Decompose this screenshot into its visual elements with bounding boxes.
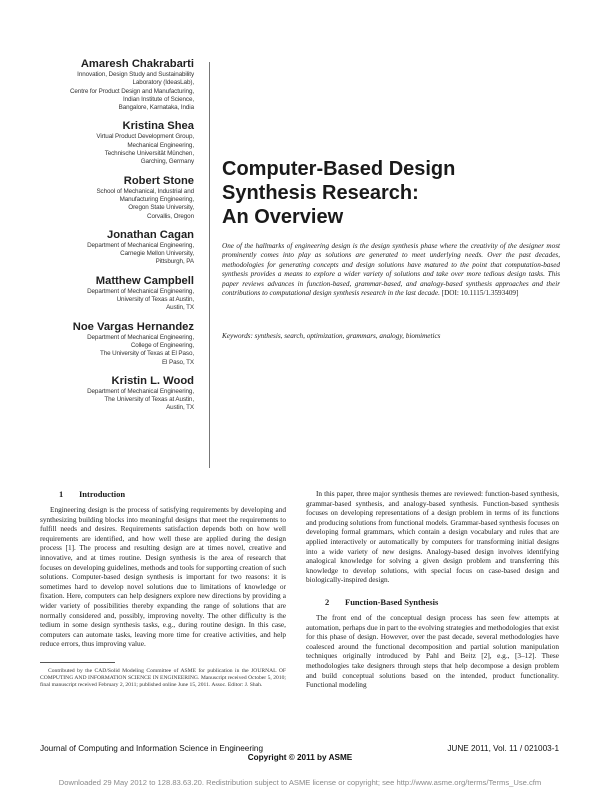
author-affiliation-line: Oregon State University, [128, 204, 194, 212]
author-name: Amaresh Chakrabarti [80, 58, 194, 70]
author-entry [40, 374, 194, 413]
author-affiliation-line: Garching, Germany [140, 158, 194, 166]
author-affiliation-line: Mechanical Engineering, [127, 141, 194, 149]
author-affiliation-line: Centre for Product Design and Manufacturing, [69, 87, 194, 95]
author-name: Kristin L. Wood [111, 374, 194, 387]
author-affiliation-line: Manufacturing Engineering, [119, 195, 194, 203]
author-affiliation-line: Pittsburgh, PA [155, 258, 194, 266]
author-affiliation-line: Corvallis, Oregon [147, 212, 194, 220]
author-affiliation-line: Carnegie Mellon University, [120, 250, 194, 258]
author-name: Jonathan Cagan [106, 228, 194, 241]
author-affiliation-line: Austin, TX [166, 404, 194, 412]
author-name: Matthew Campbell [95, 274, 194, 287]
footnote-rule [40, 662, 115, 663]
author-affiliation-line: Laboratory (IdeasLab), [132, 79, 194, 87]
author-affiliation-line: El Paso, TX [161, 358, 194, 366]
author-affiliation-line: Department of Mechanical Engineering, [87, 287, 194, 295]
body-column-right [306, 489, 559, 690]
doi: [DOI: 10.1115/1.3593409] [441, 289, 519, 298]
author-entry [40, 57, 194, 112]
section-title: Function-Based Synthesis [345, 596, 439, 607]
section-heading [306, 597, 559, 608]
footnote: Contributed by the CAD/Solid Modeling Committee of ASME for publication in the JOURNAL OF COMPUTING AND INFORMATION SCIENCE IN ENGINEERING. Manuscript received October 5, 2010; final manuscript received February 2, 2011; published online June 15, 2011. Assoc. Editor: J. Shah. [40, 668, 286, 689]
author-affiliation-line: Virtual Product Development Group, [96, 133, 194, 141]
column-divider [209, 62, 210, 468]
body-paragraph: Engineering design is the process of satisfying requirements by developing and synthesizing building blocks into meaningful designs that meet the requirements to fulfill needs and desires. Requirements satisfaction depends both on how well requirements are identified, and how well these are applied during the design process [1]. The process and resulting design are at times novel, creative and innovative, and at times routine. Design synthesis is the area of research that focuses on developing guidelines, methods and tools for supporting creation of such solutions. Computer-based design synthesis is important for two reasons: it is sometimes hard to develop novel solutions due to limitations of knowledge or fixation. Here, computers can help designers explore new directions by providing a wider variety of possibilities thereby expanding the range of solutions that are normally considered and, possibly, improving novelty. The other difficulty is the tedium in some design synthesis tasks, e.g., during routine design. In this case, computers can automate tasks, leaving more time for creative activities, and help reduce errors, thus improving value. [40, 505, 286, 649]
author-affiliation-line: Indian Institute of Science, [122, 95, 194, 103]
author-affiliation-line: Technische Universität München, [104, 150, 194, 158]
title-line: Computer-Based Design [222, 158, 456, 180]
author-list [40, 57, 194, 420]
abstract-text: One of the hallmarks of engineering design is the design synthesis phase where the creativity of the designer most prominently comes into play as solutions are generated to meet underlying needs. Over the past decades, methodologies for generating concepts and design solutions have matured to the point that computation-based synthesis provides a means to explore a wider variety of solutions and take over more tedious design tasks. This paper reviews advances in function-based, grammar-based, and analogy-based synthesis approaches and their contributions to computational design synthesis research in the last decade. [222, 242, 560, 298]
download-notice: Downloaded 29 May 2012 to 128.83.63.20. Redistribution subject to ASME license or copyright; see http://www.asme.org/terms/Terms_Use.cfm [58, 778, 542, 787]
author-name: Kristina Shea [122, 120, 194, 133]
title-line: Synthesis Research: [222, 182, 419, 204]
author-affiliation-line: The University of Texas at El Paso, [99, 350, 194, 358]
footer-journal-name: Journal of Computing and Information Science in Engineering [40, 744, 264, 753]
section-number: 2 [325, 596, 330, 607]
footer-issue-page: JUNE 2011, Vol. 11 / 021003-1 [447, 744, 559, 753]
body-paragraph: The front end of the conceptual design process has seen few attempts at automation, perhaps due in part to the evolving strategies and methodologies that exist for this phase of design. However, over the past decade, several methodologies have coalesced around the functional decomposition and partial solution manipulation techniques originally introduced by Pahl and Beitz [2], e.g., [3–12]. These methodologies take designers through steps that help decompose a design problem and build conceptual solutions based on the intended, product functionality. Functional modeling [306, 612, 559, 690]
title-line: An Overview [222, 206, 344, 228]
footer-copyright: Copyright © 2011 by ASME [247, 753, 353, 762]
author-affiliation-line: Austin, TX [166, 304, 194, 312]
body-column-left [40, 489, 286, 649]
abstract [222, 242, 560, 298]
author-entry [40, 228, 194, 267]
author-affiliation-line: College of Engineering, [130, 341, 194, 349]
author-entry [40, 320, 194, 367]
author-name: Noe Vargas Hernandez [72, 320, 194, 333]
author-name: Robert Stone [123, 174, 194, 187]
section-title: Introduction [79, 489, 126, 499]
keywords: Keywords: synthesis, search, optimization, grammars, analogy, biomimetics [222, 332, 441, 340]
author-affiliation-line: Department of Mechanical Engineering, [87, 387, 194, 395]
section-heading [40, 489, 286, 500]
author-affiliation-line: University of Texas at Austin, [116, 296, 194, 304]
author-affiliation-line: School of Mechanical, Industrial and [96, 187, 194, 195]
paper-title [222, 157, 462, 229]
author-affiliation-line: Bangalore, Karnataka, India [118, 104, 194, 112]
author-affiliation-line: Department of Mechanical Engineering, [87, 241, 194, 249]
author-affiliation-line: The University of Texas at Austin, [104, 396, 194, 404]
author-affiliation-line: Department of Mechanical Engineering, [87, 333, 194, 341]
author-affiliation-line: Innovation, Design Study and Sustainability [77, 71, 194, 78]
author-entry [40, 174, 194, 221]
section-number: 1 [59, 489, 64, 499]
author-entry [40, 274, 194, 313]
author-entry [40, 119, 194, 166]
body-paragraph: In this paper, three major synthesis themes are reviewed: function-based synthesis, grammar-based synthesis, and analogy-based synthesis. Function-based synthesis focuses on developing representations of a design problem in terms of its functions and producing solutions from functional models. Grammar-based synthesis focuses on developing formal grammars, which contain a design vocabulary and rules that are applied interactively or automatically by computers for transforming initial designs into a wide variety of new designs. Analogy-based design involves identifying analogical knowledge for solving a given design problem and transferring this knowledge to develop solutions, with special focus on case-based design and biologically-inspired design. [306, 489, 559, 585]
